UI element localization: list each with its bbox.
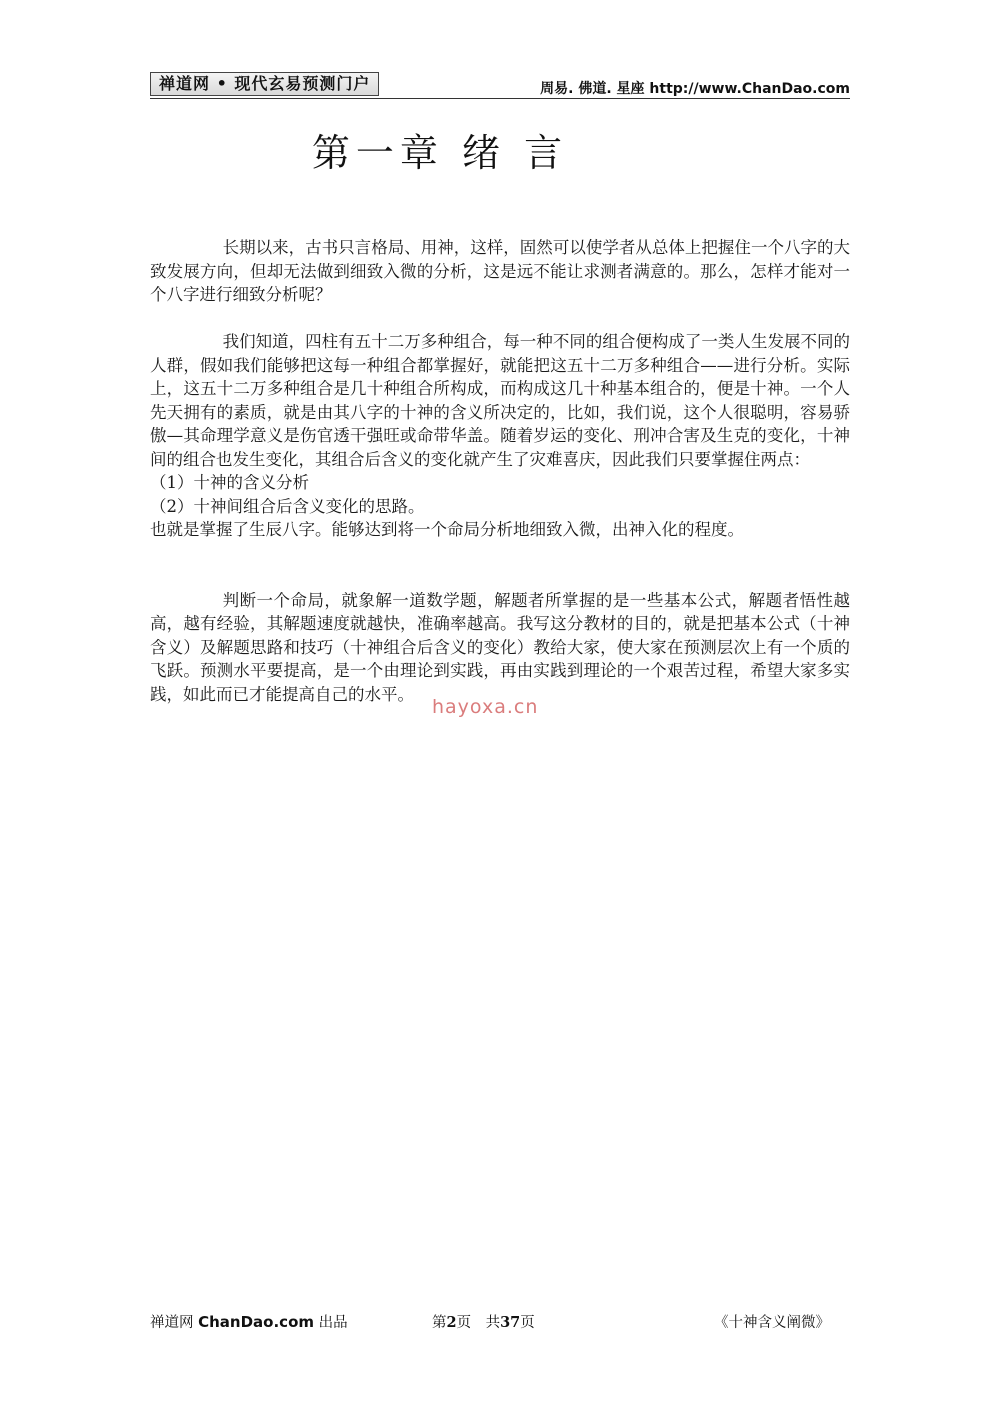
page-label-b: 页 共 [456,1315,501,1331]
paragraph-2: 我们知道，四柱有五十二万多种组合，每一种不同的组合便构成了一类人生发展不同的人群，假如我们能够把这每一种组合都掌握好，就能把这五十二万多种组合——进行分析。实际上，这五十二万多种组合是几十种组合所构成，而构成这几十种基本组合的，便是十神。一个人先天拥有的素质，就是由其八字的十神的含义所决定的，比如，我们说，这个人很聪明，容易骄傲—其命理学意义是伤官透干强旺或命带华盖。随着岁运的变化、刑冲合害及生克的变化，十神间的组合也发生变化，其组合后含义的变化就产生了灾难喜庆，因此我们只要掌握住两点： [150,332,850,469]
page-current: 2 [446,1314,457,1331]
list-item-1: （1）十神的含义分析 [150,473,309,492]
page-total: 37 [500,1314,521,1331]
chapter-body [150,236,850,706]
page-header [150,72,850,99]
page-label-c: 页 [520,1315,535,1331]
paragraph-4: 判断一个命局，就象解一道数学题，解题者所掌握的是一些基本公式，解题者悟性越高，越有经验，其解题速度就越快，准确率越高。我写这分教材的目的，就是把基本公式（十神含义）及解题思路和技巧（十神组合后含义的变化）教给大家，使大家在预测层次上有一个质的飞跃。预测水平要提高，是一个由理论到实践，再由实践到理论的一个艰苦过程，希望大家多实践，如此而已才能提高自己的水平。 [150,590,850,704]
paragraph-1: 长期以来，古书只言格局、用神，这样，固然可以使学者从总体上把握住一个八字的大致发展方向，但却无法做到细致入微的分析，这是远不能让求测者满意的。那么，怎样才能对一个八字进行细致分析呢？ [150,238,850,304]
header-url[interactable]: http://www.ChanDao.com [649,81,850,97]
chapter-title: 第一章 绪 言 [311,131,569,175]
paragraph-3: 也就是掌握了生辰八字。能够达到将一个命局分析地细致入微，出神入化的程度。 [150,520,744,539]
footer-publisher-prefix: 禅道网 [150,1315,194,1331]
header-tagline: 周易. 佛道. 星座 [540,81,645,97]
header-tagline-group [540,78,850,98]
footer-site: ChanDao.com [198,1313,315,1331]
footer-publisher-suffix: 出品 [318,1315,348,1331]
book-title: 《十神含义阐微》 [714,1315,830,1331]
brand-logo: 禅道网 • 现代玄易预测门户 [150,72,379,96]
list-item-2: （2）十神间组合后含义变化的思路。 [150,496,425,516]
watermark: hayoxa.cn [432,696,539,718]
page-label-a: 第 [432,1315,447,1331]
footer-publisher [150,1311,348,1332]
page-number [432,1311,535,1332]
page-footer [150,1311,850,1333]
